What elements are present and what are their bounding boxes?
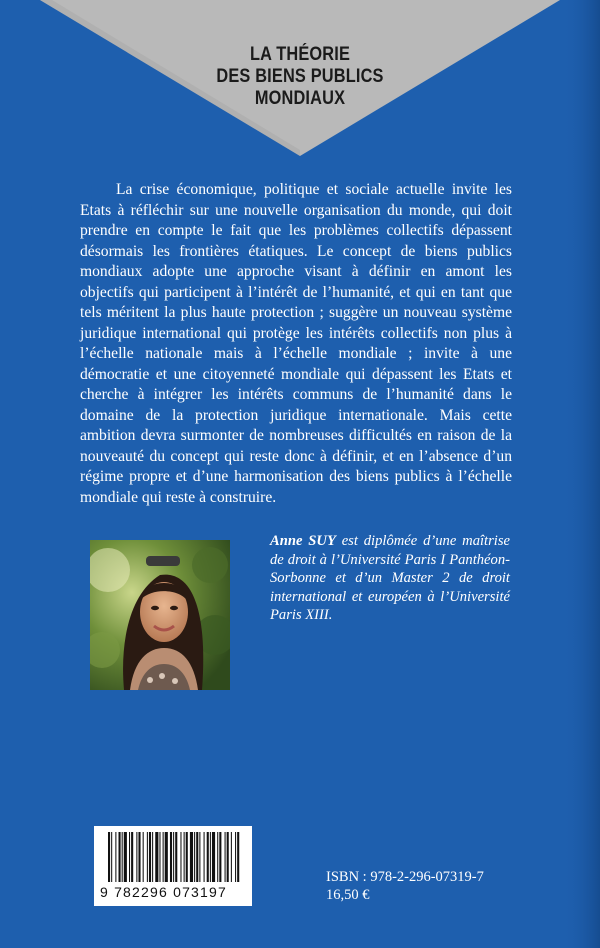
barcode-bar — [207, 832, 209, 882]
barcode-bar — [217, 832, 218, 882]
barcode-bar — [237, 832, 239, 882]
barcode-bar — [149, 832, 151, 882]
summary-paragraph — [80, 180, 512, 508]
barcode-bar — [235, 832, 236, 882]
author-name: Anne SUY — [270, 533, 336, 549]
barcode-bar — [196, 832, 198, 882]
barcode-bar — [119, 832, 121, 882]
barcode-bar — [159, 832, 160, 882]
barcode-bar — [180, 832, 181, 882]
book-title — [42, 44, 558, 110]
title-line-1: LA THÉORIE — [249, 44, 351, 65]
barcode-bar — [111, 832, 112, 882]
barcode-bar — [219, 832, 221, 882]
barcode-bar — [131, 832, 133, 882]
barcode-bar — [199, 832, 200, 882]
title-line-3: MONDIAUX — [254, 88, 346, 109]
barcode-bar — [163, 832, 164, 882]
barcode-bar — [147, 832, 148, 882]
barcode-bar — [165, 832, 168, 882]
barcode-bar — [186, 832, 188, 882]
barcode-bar — [194, 832, 195, 882]
barcode-bar — [225, 832, 226, 882]
barcode-bar — [155, 832, 158, 882]
isbn-block — [326, 868, 484, 904]
barcode-bar — [227, 832, 229, 882]
summary-text: La crise économique, politique et sociale actuelle invite les Etats à réfléchir sur une nouvelle organisation du monde, qui doit prendre en compte le fait que les problèmes collectifs dépassent désormais les frontières étatiques. Le concept de biens publics mondiaux adopte une approche visant à définir en amont les objectifs qui participent à l’intérêt de l’humanité, et qui en tant que tels méritent la plus haute protection ; suggère un nouveau système juridique international qui protège les intérêts collectifs non plus à l’échelle nationale mais à l’échelle mondiale ; invite à une démocratie et une citoyenneté mondiale qui dépassent les Etats et cherche à intégrer les intérêts communs de l’humanité dans le domaine de la protection juridique internationale. Mais cette ambition devra surmonter de nombreuses difficultés en raison de la nouveauté du concept qui reste donc à définir, et en l’absence d’un régime propre et d’une harmonisation des biens publics à l’échelle mondiale qui reste à construire. — [80, 181, 512, 506]
barcode-bar — [143, 832, 144, 882]
isbn-number: ISBN : 978-2-296-07319-7 — [326, 869, 484, 885]
barcode-bar — [231, 832, 232, 882]
barcode-bar — [210, 832, 211, 882]
barcode-bar — [175, 832, 177, 882]
barcode-bar — [184, 832, 185, 882]
barcode-bar — [124, 832, 127, 882]
barcode-bar — [115, 832, 116, 882]
author-bio-text: est diplômée d’une maîtrise de droit à l’Université Paris I Panthéon-Sorbonne et d’un Master 2 de droit international et européen à l’Université Paris XIII. — [270, 533, 510, 623]
price: 16,50 € — [326, 887, 370, 903]
page-edge-shadow — [562, 0, 600, 948]
barcode-bar — [212, 832, 215, 882]
barcode-bar — [152, 832, 153, 882]
barcode-bar — [122, 832, 123, 882]
title-line-2: DES BIENS PUBLICS — [216, 66, 384, 87]
barcode-bar — [204, 832, 205, 882]
barcode-bar — [170, 832, 172, 882]
author-bio — [270, 532, 510, 625]
barcode-bar — [129, 832, 130, 882]
barcode-bar — [136, 832, 137, 882]
barcode-digits: 9 782296 073197 — [100, 884, 227, 900]
author-photo — [90, 540, 230, 690]
barcode — [94, 826, 252, 906]
barcode-bar — [173, 832, 174, 882]
barcode-bar — [138, 832, 140, 882]
barcode-bars — [94, 826, 252, 888]
barcode-bar — [190, 832, 193, 882]
barcode-bar — [108, 832, 110, 882]
